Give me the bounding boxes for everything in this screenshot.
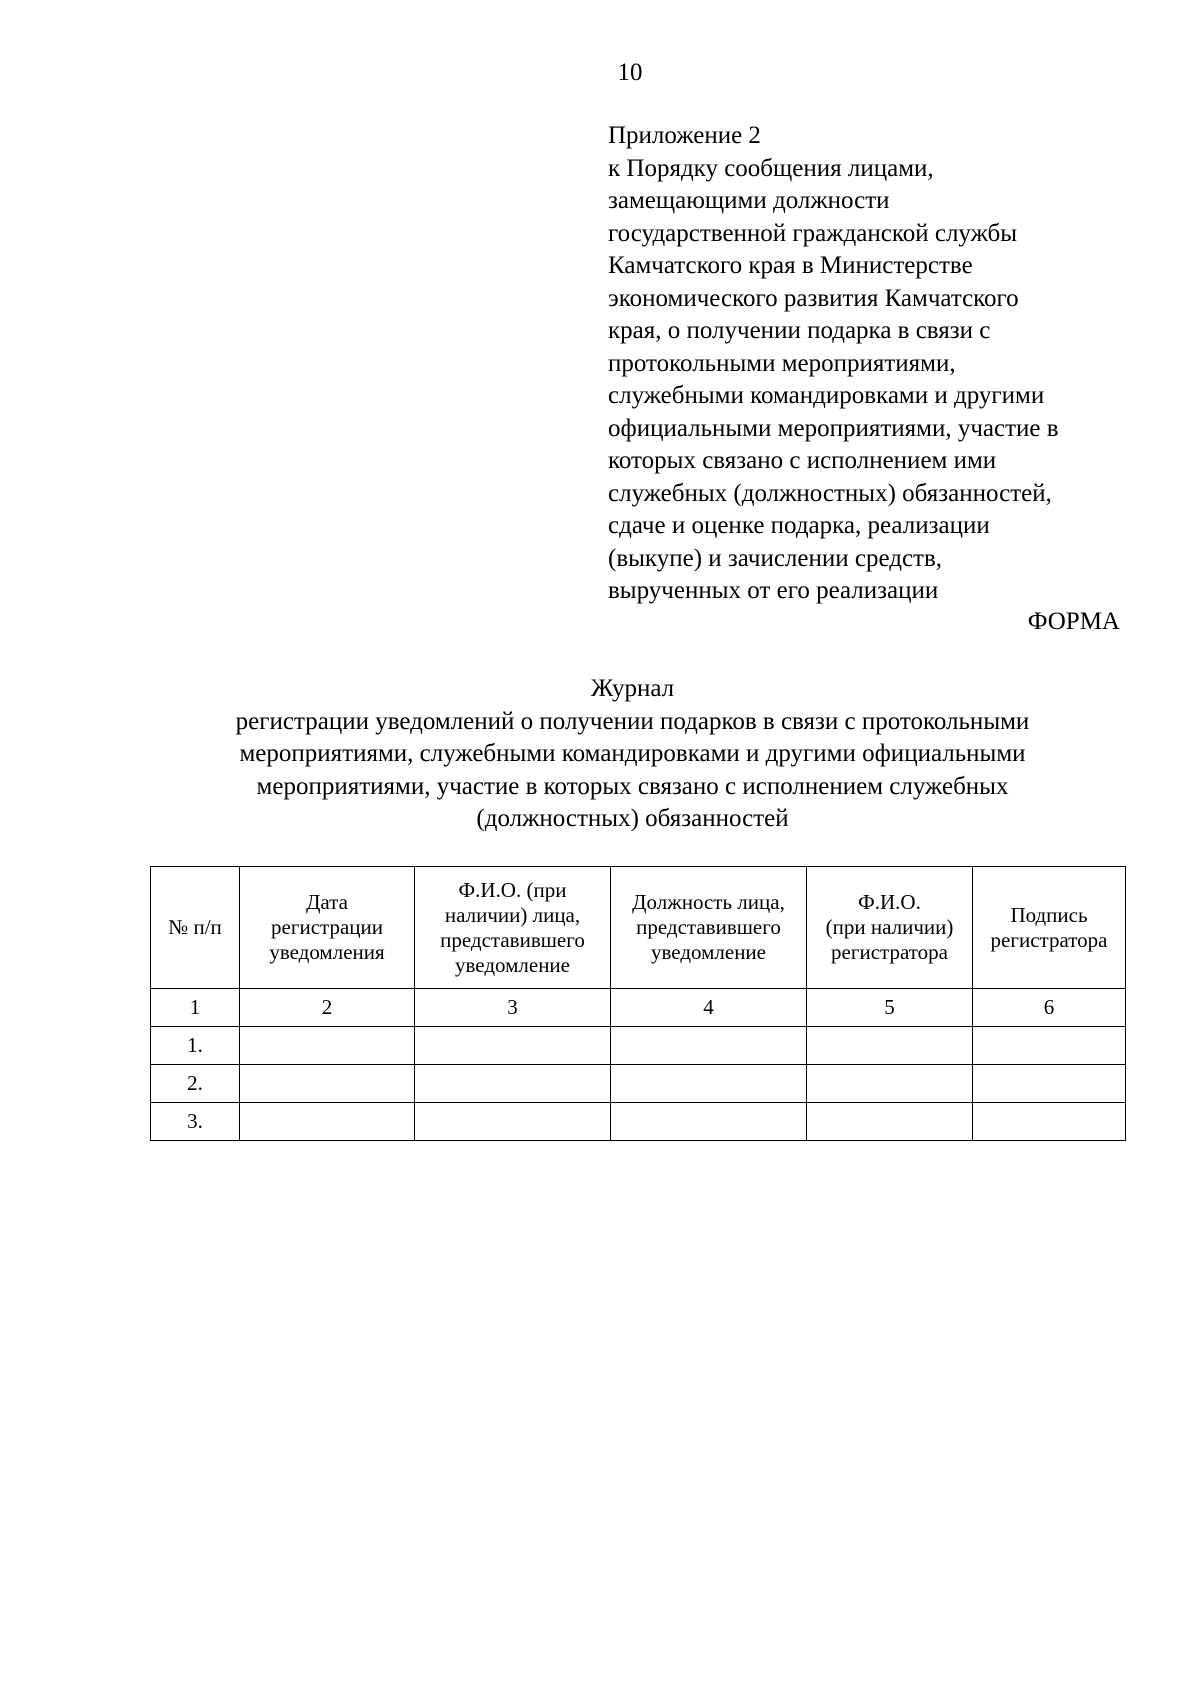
table-cell xyxy=(973,1065,1126,1103)
table-cell xyxy=(807,1065,973,1103)
journal-subtitle-line: мероприятиями, участие в которых связано с исполнением служебных xyxy=(256,772,1009,800)
header-text: представившего xyxy=(440,927,585,952)
row-number-cell: 3. xyxy=(151,1103,240,1141)
column-number-cell: 4 xyxy=(611,989,807,1027)
header-text: Ф.И.О. xyxy=(858,890,921,914)
journal-title: Журнал xyxy=(590,675,675,702)
column-number-cell: 6 xyxy=(973,989,1126,1027)
header-text: (при наличии) xyxy=(825,915,954,939)
header-text: наличии) лица, xyxy=(444,902,581,927)
table-cell xyxy=(240,1027,415,1065)
header-cell-date xyxy=(240,867,415,989)
table-cell xyxy=(240,1065,415,1103)
table-cell xyxy=(415,1103,611,1141)
header-text: уведомление xyxy=(454,952,570,977)
table-cell xyxy=(611,1027,807,1065)
row-number-cell: 2. xyxy=(151,1065,240,1103)
table-cell xyxy=(415,1027,611,1065)
appendix-line: Приложение 2 xyxy=(608,122,761,149)
appendix-line: края, о получении подарка в связи с xyxy=(608,317,991,344)
appendix-line: Камчатского края в Министерстве xyxy=(608,252,973,279)
header-cell-number xyxy=(151,867,240,989)
header-text: регистратора xyxy=(831,940,948,964)
appendix-line: вырученных от его реализации xyxy=(608,577,939,604)
appendix-line: экономического развития Камчатского xyxy=(608,284,1019,312)
appendix-block xyxy=(608,120,1128,608)
appendix-line: которых связано с исполнением ими xyxy=(608,447,997,474)
appendix-line: к Порядку сообщения лицами, xyxy=(608,154,934,182)
header-text: Дата xyxy=(306,890,348,914)
page-number: 10 xyxy=(617,59,643,86)
header-cell-registrar-signature xyxy=(973,867,1126,989)
table-row xyxy=(151,1027,1126,1065)
table-row xyxy=(151,1103,1126,1141)
appendix-line: замещающими должности xyxy=(608,187,890,214)
header-text: Ф.И.О. (при xyxy=(458,877,567,902)
column-number-cell: 1 xyxy=(151,989,240,1027)
journal-subtitle-line: (должностных) обязанностей xyxy=(476,805,789,832)
register-table xyxy=(150,866,1126,1141)
appendix-line: служебными командировками и другими xyxy=(608,382,1045,409)
appendix-line: официальными мероприятиями, участие в xyxy=(608,414,1059,442)
appendix-line: государственной гражданской службы xyxy=(608,219,1018,247)
table-cell xyxy=(415,1065,611,1103)
table-cell xyxy=(973,1103,1126,1141)
journal-subtitle-line: регистрации уведомлений о получении подарков в связи с протокольными xyxy=(235,707,1030,735)
journal-subtitle-line: мероприятиями, служебными командировками и другими официальными xyxy=(239,740,1026,767)
header-text: регистрации xyxy=(271,915,383,939)
appendix-line: служебных (должностных) обязанностей, xyxy=(608,479,1052,507)
table-cell xyxy=(611,1103,807,1141)
header-text: Должность лица, xyxy=(632,890,785,914)
header-cell-submitter-name xyxy=(415,867,611,989)
header-text: уведомление xyxy=(650,940,766,964)
column-number-cell: 3 xyxy=(415,989,611,1027)
column-number-row xyxy=(151,989,1126,1027)
appendix-line: протокольными мероприятиями, xyxy=(608,349,956,377)
header-text: регистратора xyxy=(990,927,1108,952)
table-cell xyxy=(973,1027,1126,1065)
form-label: ФОРМА xyxy=(1027,608,1120,635)
header-text: № п/п xyxy=(168,915,222,939)
appendix-line: сдаче и оценке подарка, реализации xyxy=(608,512,990,539)
row-number-cell: 1. xyxy=(151,1027,240,1065)
column-number-cell: 5 xyxy=(807,989,973,1027)
table-cell xyxy=(807,1103,973,1141)
journal-heading xyxy=(150,673,1115,836)
appendix-line: (выкупе) и зачислении средств, xyxy=(608,544,943,572)
header-text: представившего xyxy=(636,915,781,939)
column-number-cell: 2 xyxy=(240,989,415,1027)
header-cell-registrar-name xyxy=(807,867,973,989)
header-cell-submitter-position xyxy=(611,867,807,989)
header-text: уведомления xyxy=(269,940,385,964)
header-text: Подпись xyxy=(1010,902,1088,927)
table-header-row xyxy=(151,867,1126,989)
table-cell xyxy=(807,1027,973,1065)
table-cell xyxy=(611,1065,807,1103)
table-cell xyxy=(240,1103,415,1141)
table-row xyxy=(151,1065,1126,1103)
